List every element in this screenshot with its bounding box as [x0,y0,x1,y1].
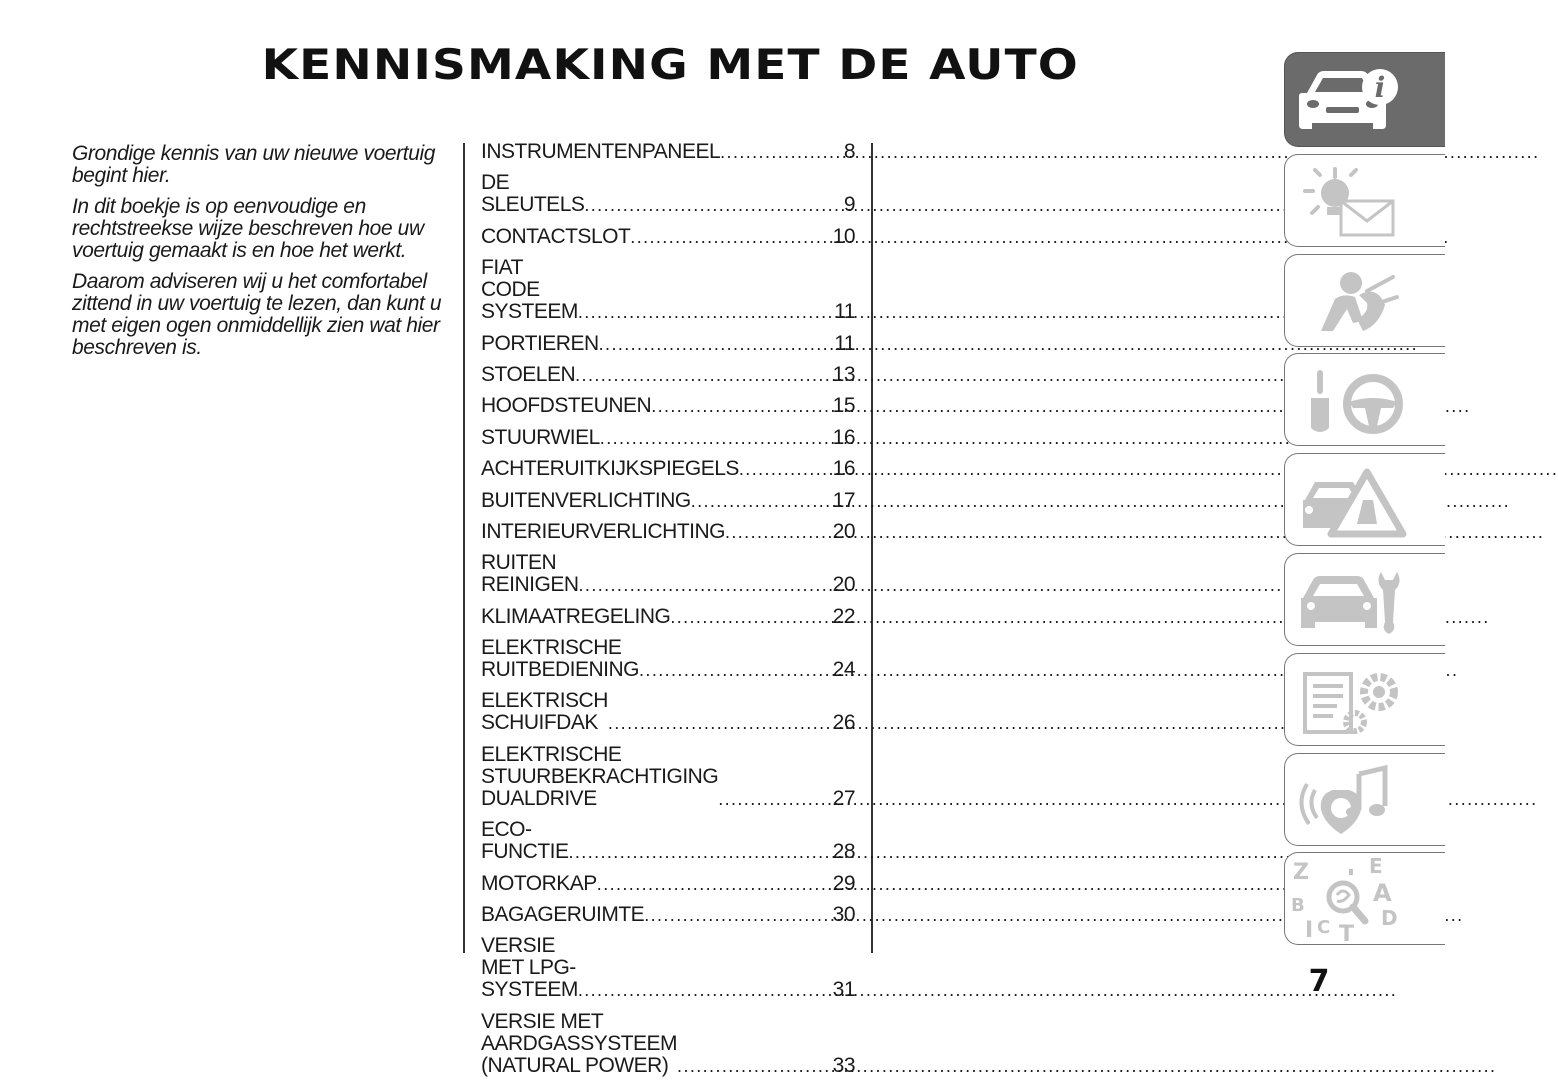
toc-item[interactable] [481,521,855,543]
toc-item-title: KLIMAATREGELING [481,604,671,628]
toc-item[interactable] [481,427,855,449]
toc-item-page: 20 [832,519,855,543]
toc-item-page: 20 [832,573,855,597]
toc-item-title: VERSIE MET LPG-SYSTEEM [481,934,578,1002]
toc-item-leader-dots [569,841,818,863]
toc-item-page: 13 [832,362,855,386]
tab-multimedia[interactable] [1284,753,1445,846]
tab-veiligheid[interactable] [1284,254,1445,347]
toc-item-leader-dots [579,574,817,596]
toc-item[interactable] [481,172,855,216]
toc-item-title: ACHTERUITKIJKSPIEGELS [481,457,739,481]
toc-item[interactable] [481,904,855,926]
toc-item-leader-dots [718,788,817,810]
toc-item-title: HOOFDSTEUNEN [481,394,652,418]
svg-text:i: i [1374,71,1386,104]
toc-item-leader-dots [651,395,817,417]
toc-item-page: 8 [843,140,855,163]
toc-item-leader-dots [578,301,817,323]
toc-item-title: RUITEN REINIGEN [481,551,579,597]
toc-item-leader-dots [584,194,817,216]
svg-text:Z: Z [1293,860,1309,886]
toc-item-page: 15 [832,394,855,418]
toc-item-page: 16 [832,425,855,449]
page-title: KENNISMAKING MET DE AUTO [261,40,1079,89]
toc-item-leader-dots [578,979,817,1001]
tab-index[interactable] [1284,852,1445,948]
toc-item[interactable] [481,395,855,417]
airbag-seatbelt-icon [1293,261,1433,341]
toc-item-title: INSTRUMENTENPANEEL [481,140,721,163]
svg-text:B: B [1291,895,1305,917]
toc-item-title: MOTORKAP [481,871,597,895]
svg-text:T: T [1339,922,1355,948]
svg-text:C: C [1317,917,1331,939]
toc-item-page: 30 [832,903,855,927]
toc-item-leader-dots [691,490,817,512]
toc-item-title: FIAT CODE SYSTEEM [481,256,578,324]
toc-item-title: CONTACTSLOT [481,224,631,248]
car-wrench-icon [1293,560,1433,640]
toc-item[interactable] [481,606,855,628]
toc-item-leader-dots [670,606,817,628]
toc-item-leader-dots [720,141,817,163]
intro-paragraph: Daarom adviseren wij u het comfortabel zittend in uw voertuig te lezen, dan kunt u met eigen ogen onmiddellijk zien wat hier beschreven is. [72,270,442,359]
toc-item-leader-dots [575,364,817,386]
tab-in-noodgeval[interactable] [1284,453,1445,546]
key-steering-wheel-icon [1293,360,1433,440]
tab-kennismaking[interactable] [1284,52,1445,147]
toc-item[interactable] [481,257,855,323]
toc-item-page: 33 [832,1053,855,1077]
toc-item-page: 10 [832,224,855,248]
toc-item-page: 16 [832,457,855,481]
toc-item-leader-dots [677,1055,817,1077]
car-warning-triangle-icon [1293,460,1433,540]
tab-technische-gegevens[interactable] [1284,653,1445,746]
toc-item[interactable] [481,226,855,248]
toc-item-page: 11 [834,331,855,355]
specifications-gears-icon [1293,660,1433,740]
table-of-contents [481,141,855,1086]
toc-item[interactable] [481,364,855,386]
intro-paragraph: In dit boekje is op eenvoudige en rechtstreekse wijze beschreven hoe uw voertuig gemaakt is en hoe het werkt. [72,195,424,262]
toc-item-page: 17 [832,488,855,512]
toc-item-title: VERSIE MET AARDGASSYSTEEM (NATURAL POWER) [481,1009,678,1077]
car-info-icon [1293,59,1433,139]
toc-item-title: ELEKTRISCH SCHUIFDAK [481,689,608,735]
tab-onderhoud[interactable] [1284,553,1445,646]
toc-item-leader-dots [599,333,817,355]
toc-item[interactable] [481,458,855,480]
intro-text [72,143,457,368]
toc-item[interactable] [481,1011,855,1077]
toc-item[interactable] [481,333,855,355]
toc-item[interactable] [481,552,855,596]
toc-item[interactable] [481,935,855,1001]
toc-item-page: 22 [832,604,855,628]
toc-item-title: ECO-FUNCTIE [481,818,569,864]
toc-item-leader-dots [630,226,817,248]
toc-item-page: 29 [832,871,855,895]
warning-light-message-icon [1293,161,1433,241]
toc-item-title: ELEKTRISCHE STUURBEKRACHTIGING DUALDRIVE [481,742,719,810]
toc-item-leader-dots [644,904,817,926]
toc-item-title: PORTIEREN [481,331,599,355]
toc-item-title: DE SLEUTELS [481,171,585,217]
toc-item-page: 26 [832,711,855,735]
toc-item-page: 9 [843,193,855,217]
toc-item-page: 11 [834,300,855,324]
toc-item-title: BAGAGERUIMTE [481,903,645,927]
multimedia-music-icon [1293,760,1433,840]
toc-item[interactable] [481,819,855,863]
toc-item[interactable] [481,690,855,734]
toc-item[interactable] [481,141,855,163]
toc-item-leader-dots [639,659,817,681]
toc-item-title: STUURWIEL [481,425,600,449]
svg-text:I: I [1305,918,1314,944]
svg-text:D: D [1381,906,1398,931]
column-divider-left [463,143,465,953]
column-divider-right [871,143,873,953]
toc-item[interactable] [481,637,855,681]
toc-item-leader-dots [725,521,817,543]
toc-item-title: INTERIEURVERLICHTING [481,519,725,543]
alphabetical-index-icon [1291,854,1433,948]
tab-starten-rijden[interactable] [1284,353,1445,446]
svg-text:E: E [1369,854,1383,879]
tab-instrumentenpaneel[interactable] [1284,154,1445,247]
toc-item-page: 27 [832,786,855,810]
toc-item-title: BUITENVERLICHTING [481,488,691,512]
intro-paragraph: Grondige kennis van uw nieuwe voertuig begint hier. [72,142,436,187]
toc-item-leader-dots [597,873,817,895]
toc-item-page: 31 [832,978,855,1002]
page-number: 7 [1308,964,1330,999]
svg-text:A: A [1373,879,1392,908]
toc-item-leader-dots [600,427,817,449]
toc-item-page: 24 [832,658,855,682]
toc-item-title: STOELEN [481,362,576,386]
toc-item[interactable] [481,873,855,895]
toc-item-leader-dots [739,458,817,480]
chapter-tabs [1284,52,1445,952]
toc-item-leader-dots [608,712,817,734]
toc-item-page: 28 [832,840,855,864]
toc-item-title: ELEKTRISCHE RUITBEDIENING [481,636,640,682]
toc-item[interactable] [481,490,855,512]
toc-item[interactable] [481,744,855,810]
